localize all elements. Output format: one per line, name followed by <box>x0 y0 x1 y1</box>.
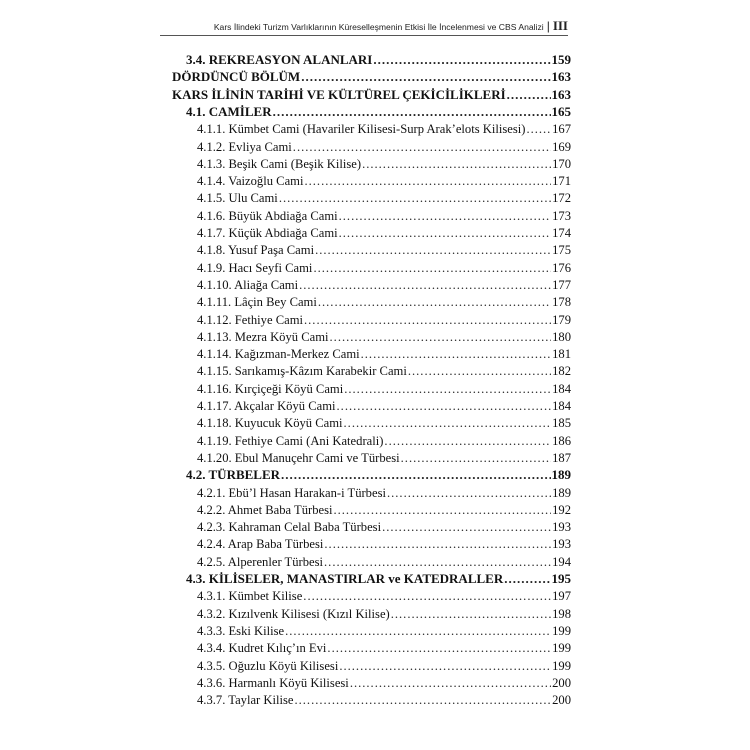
toc-entry-page: 189 <box>552 485 571 500</box>
toc-entry-label: 4.1.4. Vaizoğlu Cami <box>197 174 304 189</box>
toc-entry[interactable] <box>197 327 571 344</box>
toc-entry[interactable] <box>197 552 571 569</box>
toc-entry-label: 4.3.4. Kudret Kılıç’ın Evi <box>197 641 327 656</box>
toc-dot-leader <box>362 157 551 171</box>
toc-entry-page: 167 <box>552 122 571 137</box>
toc-entry-label: 4.1.16. Kırçiçeği Köyü Cami <box>197 381 344 396</box>
toc-entry[interactable] <box>197 656 571 673</box>
toc-entry-page: 182 <box>552 364 571 379</box>
toc-entry-label: 4.1.14. Kağızman-Merkez Cami <box>197 347 360 362</box>
toc-entry-page: 165 <box>551 103 571 119</box>
toc-entry[interactable] <box>197 621 571 638</box>
toc-entry[interactable] <box>197 500 571 517</box>
running-header-title: Kars İlindeki Turizm Varlıklarının Küreselleşmenin Etkisi İle İncelenmesi ve CBS Analizi <box>213 22 544 32</box>
toc-entry-label: 4.2.2. Ahmet Baba Türbesi <box>197 502 333 517</box>
toc-dot-leader <box>285 624 551 638</box>
toc-entry-label: 4.2.5. Alperenler Türbesi <box>197 554 324 569</box>
toc-entry[interactable] <box>197 604 571 621</box>
toc-entry-page: 200 <box>552 693 571 708</box>
toc-dot-leader <box>337 399 552 413</box>
toc-entry-page: 172 <box>552 191 571 206</box>
toc-entry-label: 4.3.1. Kümbet Kilise <box>197 589 303 604</box>
toc-entry[interactable] <box>197 413 571 430</box>
toc-entry-page: 170 <box>552 156 571 171</box>
toc-dot-leader <box>324 537 551 551</box>
toc-dot-leader <box>507 88 551 102</box>
toc-entry-label: 4.1.7. Küçük Abdiağa Cami <box>197 226 338 240</box>
toc-entry-page: 159 <box>551 52 571 67</box>
toc-entry-page: 199 <box>552 623 571 638</box>
toc-entry-label: 4.1.3. Beşik Cami (Beşik Kilise) <box>197 156 362 171</box>
toc-entry-label: KARS İLİNİN TARİHİ VE KÜLTÜREL ÇEKİCİLİKLERİ <box>172 86 506 102</box>
toc-entry[interactable] <box>197 431 571 448</box>
toc-entry-page: 177 <box>552 277 571 292</box>
toc-entry[interactable] <box>186 465 571 482</box>
toc-dot-leader <box>330 330 552 344</box>
toc-entry[interactable] <box>172 67 571 84</box>
toc-entry[interactable] <box>197 344 571 361</box>
toc-entry-page: 163 <box>551 69 571 85</box>
toc-entry[interactable] <box>197 154 571 171</box>
toc-dot-leader <box>294 693 551 707</box>
toc-entry-page: 187 <box>552 450 571 465</box>
toc-dot-leader <box>344 382 551 396</box>
toc-entry-label: 4.1.9. Hacı Seyfi Cami <box>197 260 313 275</box>
toc-entry[interactable] <box>197 379 571 396</box>
toc-entry[interactable] <box>186 569 571 586</box>
toc-entry-page: 178 <box>552 295 571 310</box>
toc-entry[interactable] <box>197 137 571 154</box>
toc-dot-leader <box>391 607 551 621</box>
toc-entry-label: 4.2. TÜRBELER <box>186 467 281 483</box>
toc-entry-label: 4.1.13. Mezra Köyü Cami <box>197 329 329 344</box>
toc-dot-leader <box>313 261 551 275</box>
toc-entry-page: 184 <box>552 381 571 396</box>
toc-entry[interactable] <box>197 673 571 690</box>
toc-entry-page: 163 <box>551 86 571 102</box>
toc-entry-label: 4.3.2. Kızılvenk Kilisesi (Kızıl Kilise) <box>197 606 390 621</box>
toc-entry[interactable] <box>197 275 571 292</box>
toc-entry-page: 195 <box>551 571 571 586</box>
toc-entry-page: 193 <box>552 520 571 535</box>
toc-entry-page: 169 <box>552 139 571 154</box>
toc-entry[interactable] <box>197 586 571 603</box>
toc-entry-page: 185 <box>552 416 571 431</box>
toc-entry-page: 200 <box>552 675 571 690</box>
toc-entry-label: 4.3. KİLİSELER, MANASTIRLAR ve KATEDRALLER <box>186 571 504 586</box>
toc-entry-label: DÖRDÜNCÜ BÖLÜM <box>172 69 301 85</box>
toc-dot-leader <box>373 53 550 67</box>
toc-entry[interactable] <box>197 188 571 205</box>
toc-dot-leader <box>382 520 551 534</box>
toc-dot-leader <box>304 313 551 327</box>
toc-entry-label: 3.4. REKREASYON ALANLARI <box>186 52 373 67</box>
toc-dot-leader <box>304 174 551 188</box>
toc-entry[interactable] <box>197 206 571 223</box>
toc-entry-page: 199 <box>552 658 571 673</box>
toc-dot-leader <box>333 503 551 517</box>
toc-entry-page: 184 <box>552 399 571 413</box>
toc-dot-leader <box>318 295 551 309</box>
toc-entry[interactable] <box>197 171 571 188</box>
toc-entry-page: 197 <box>552 589 571 604</box>
toc-dot-leader <box>339 659 551 673</box>
toc-entry-label: 4.3.3. Eski Kilise <box>197 623 285 638</box>
toc-dot-leader <box>324 555 551 569</box>
toc-dot-leader <box>301 70 550 84</box>
toc-entry[interactable] <box>186 102 571 119</box>
toc-entry-label: 4.1.10. Aliağa Cami <box>197 277 299 292</box>
toc-dot-leader <box>281 468 550 482</box>
toc-entry-page: 192 <box>552 502 571 517</box>
toc-dot-leader <box>387 486 551 500</box>
toc-entry-page: 173 <box>552 208 571 223</box>
toc-dot-leader <box>344 416 552 430</box>
toc-entry-label: 4.1.17. Akçalar Köyü Cami <box>197 399 336 413</box>
toc-entry[interactable] <box>197 638 571 655</box>
toc-dot-leader <box>293 140 551 154</box>
toc-dot-leader <box>339 209 551 223</box>
toc-entry[interactable] <box>172 85 571 102</box>
toc-entry[interactable] <box>197 310 571 327</box>
toc-entry-label: 4.2.3. Kahraman Celal Baba Türbesi <box>197 520 382 535</box>
toc-entry-label: 4.1.5. Ulu Cami <box>197 191 278 206</box>
toc-entry[interactable] <box>197 448 571 465</box>
toc-entry[interactable] <box>197 361 571 378</box>
toc-entry-label: 4.3.5. Oğuzlu Köyü Kilisesi <box>197 658 339 673</box>
toc-dot-leader <box>279 191 551 205</box>
toc-entry-label: 4.3.6. Harmanlı Köyü Kilisesi <box>197 675 349 690</box>
toc-dot-leader <box>350 676 551 690</box>
toc-entry-page: 176 <box>552 260 571 275</box>
toc-entry-page: 194 <box>552 554 571 569</box>
toc-entry-label: 4.3.7. Taylar Kilise <box>197 693 294 708</box>
toc-entry-page: 174 <box>552 226 571 240</box>
toc-entry[interactable] <box>186 50 571 67</box>
toc-entry-page: 179 <box>552 312 571 327</box>
toc-entry[interactable] <box>197 690 571 707</box>
toc-dot-leader <box>504 572 550 586</box>
toc-entry-page: 189 <box>551 467 571 483</box>
toc-entry[interactable] <box>197 483 571 500</box>
toc-dot-leader <box>273 105 551 119</box>
toc-entry-label: 4.1. CAMİLER <box>186 103 272 119</box>
toc-entry[interactable] <box>197 119 571 136</box>
toc-dot-leader <box>327 641 551 655</box>
toc-dot-leader <box>384 434 551 448</box>
toc-entry-label: 4.1.6. Büyük Abdiağa Cami <box>197 208 338 223</box>
toc-entry[interactable] <box>197 396 571 413</box>
toc-entry-label: 4.1.18. Kuyucuk Köyü Cami <box>197 416 343 431</box>
toc-dot-leader <box>361 347 551 361</box>
toc-entry-page: 171 <box>552 174 571 189</box>
toc-entry-page: 186 <box>552 433 571 448</box>
toc-entry-page: 199 <box>552 641 571 656</box>
running-header-page-number: III <box>552 18 568 33</box>
toc-entry[interactable] <box>197 534 571 551</box>
toc-entry[interactable] <box>197 223 571 240</box>
toc-entry-page: 180 <box>552 329 571 344</box>
toc-dot-leader <box>401 451 551 465</box>
toc-entry-label: 4.1.15. Sarıkamış-Kâzım Karabekir Cami <box>197 364 407 379</box>
toc-dot-leader <box>303 589 551 603</box>
toc-dot-leader <box>299 278 551 292</box>
running-header-separator: | <box>546 19 550 33</box>
toc-entry-page: 181 <box>552 347 571 362</box>
toc-entry-label: 4.1.19. Fethiye Cami (Ani Katedrali) <box>197 433 384 448</box>
toc-entry-label: 4.1.1. Kümbet Cami (Havariler Kilisesi-Surp Arak’elots Kilisesi) <box>197 122 526 137</box>
toc-entry[interactable] <box>197 517 571 534</box>
toc-entry-page: 198 <box>552 606 571 621</box>
toc-entry-label: 4.1.2. Evliya Cami <box>197 139 292 154</box>
toc-entry-label: 4.1.12. Fethiye Cami <box>197 312 303 327</box>
toc-entry-label: 4.2.1. Ebü’l Hasan Harakan-i Türbesi <box>197 485 386 500</box>
toc-entry[interactable] <box>197 292 571 309</box>
toc-dot-leader <box>339 226 552 240</box>
toc-entry[interactable] <box>197 258 571 275</box>
toc-entry-label: 4.1.11. Lâçin Bey Cami <box>197 295 317 310</box>
toc-entry-page: 193 <box>552 537 571 552</box>
toc-dot-leader <box>408 364 551 378</box>
toc-entry-label: 4.1.8. Yusuf Paşa Cami <box>197 243 315 258</box>
toc-entry-label: 4.2.4. Arap Baba Türbesi <box>197 537 324 552</box>
toc-dot-leader <box>315 243 551 257</box>
toc-dot-leader <box>526 122 551 136</box>
toc-entry[interactable] <box>197 240 571 257</box>
toc-entry-label: 4.1.20. Ebul Manuçehr Cami ve Türbesi <box>197 450 400 465</box>
toc-entry-page: 175 <box>552 243 571 258</box>
